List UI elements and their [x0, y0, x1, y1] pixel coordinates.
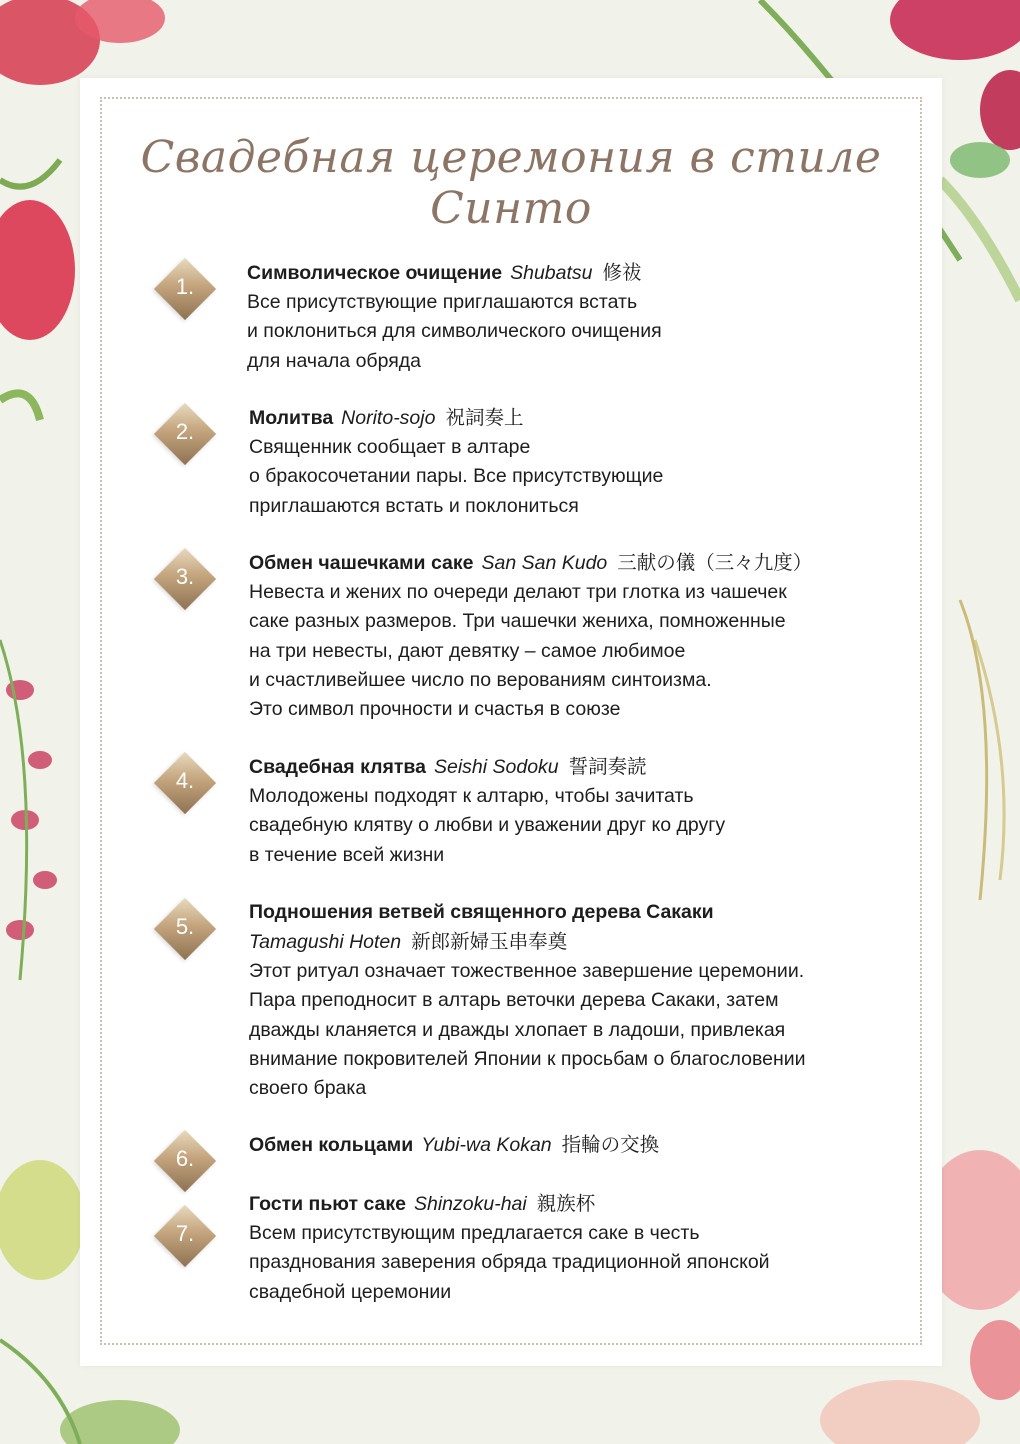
- step-text-line: Этот ритуал означает тожественное завершение церемонии.: [249, 960, 805, 982]
- step-text-line: и счастливейшее число по верованиям синтоизма.: [249, 668, 712, 691]
- step-text-line: дважды кланяется и дважды хлопает в ладоши, привлекая: [249, 1018, 786, 1041]
- step-text-line: свадебной церемонии: [249, 1280, 452, 1303]
- step-heading: [249, 548, 889, 578]
- step-number-badge: [154, 1205, 216, 1267]
- step-heading: [247, 258, 887, 288]
- step-text-line: Это символ прочности и счастья в союзе: [249, 698, 621, 721]
- step-text-line: Всем присутствующим предлагается саке в честь: [249, 1222, 700, 1244]
- step-japanese: 祝詞奏上: [445, 406, 524, 429]
- step-japanese: 三献の儀（三々九度）: [617, 551, 813, 574]
- step-number-badge: [154, 1130, 216, 1192]
- step-name: Свадебная клятва: [249, 756, 426, 778]
- step-number-badge: [154, 403, 216, 465]
- step-text-line: Все присутствующие приглашаются встать: [247, 291, 638, 313]
- step-romaji: Shubatsu: [510, 262, 593, 284]
- step-number-badge: [154, 548, 216, 610]
- step-number: 6.: [175, 1146, 195, 1171]
- step-romaji: Seishi Sodoku: [433, 756, 559, 778]
- step-japanese: 誓詞奏読: [568, 755, 647, 778]
- page-title: Свадебная церемония в стиле Синто: [140, 132, 882, 234]
- step-number: 5.: [175, 914, 195, 939]
- step-japanese: 親族杯: [536, 1192, 596, 1215]
- step-heading: [249, 1189, 889, 1219]
- step-text-line: в течение всей жизни: [249, 843, 445, 866]
- step-name: Обмен чашечками саке: [249, 552, 474, 574]
- step-romaji: San San Kudo: [481, 552, 608, 574]
- step-text-line: Священник сообщает в алтаре: [249, 436, 531, 458]
- step-name: Гости пьют саке: [249, 1193, 406, 1215]
- step-number: 2.: [175, 419, 195, 444]
- step-name: Символическое очищение: [247, 262, 503, 284]
- step-text-line: для начала обряда: [247, 349, 421, 372]
- step-heading: [249, 752, 889, 782]
- step-text-line: о бракосочетании пары. Все присутствующие: [249, 465, 664, 488]
- step-name: Молитва: [249, 407, 334, 429]
- step-name: Подношения ветвей священного дерева Сакаки: [249, 901, 714, 923]
- step-number: 4.: [175, 768, 195, 793]
- step-romaji: Shinzoku-hai: [413, 1193, 527, 1215]
- step-text-line: Пара преподносит в алтарь веточки дерева Сакаки, затем: [249, 989, 779, 1012]
- step-name: Обмен кольцами: [249, 1134, 414, 1156]
- step-number-badge: [154, 898, 216, 960]
- step-text-line: приглашаются встать и поклониться: [249, 494, 579, 517]
- step-subheading: [249, 927, 889, 957]
- step-japanese: 修祓: [602, 261, 642, 284]
- step-text-line: свадебную клятву о любви и уважении друг ко другу: [249, 814, 726, 837]
- step-japanese: 新郎新婦玉串奉奠: [411, 930, 568, 953]
- step-text-line: Невеста и жених по очереди делают три глотка из чашечек: [249, 581, 787, 603]
- step-text-line: и поклониться для символического очищения: [247, 320, 662, 343]
- step-number: 1.: [175, 274, 195, 299]
- step-text-line: на три невесты, дают девятку – самое любимое: [249, 639, 686, 662]
- step-japanese: 指輪の交換: [561, 1133, 660, 1156]
- step-number: 3.: [175, 564, 195, 589]
- step-text-line: своего брака: [249, 1077, 367, 1100]
- step-heading: [249, 1130, 889, 1160]
- step-text-line: внимание покровителей Японии к просьбам о благословении: [249, 1047, 806, 1070]
- step-number-badge: [154, 258, 216, 320]
- step-text-line: саке разных размеров. Три чашечки жениха, помноженные: [249, 610, 786, 633]
- step-romaji: Norito-sojo: [341, 407, 436, 429]
- step-romaji: Tamagushi Hoten: [249, 931, 402, 953]
- step-text-line: празднования заверения обряда традиционной японской: [249, 1251, 770, 1274]
- step-number: 7.: [175, 1221, 195, 1246]
- step-heading: [249, 898, 889, 927]
- step-text-line: Молодожены подходят к алтарю, чтобы зачитать: [249, 785, 694, 807]
- step-number-badge: [154, 752, 216, 814]
- step-heading: [249, 403, 889, 433]
- step-romaji: Yubi-wa Kokan: [421, 1134, 552, 1156]
